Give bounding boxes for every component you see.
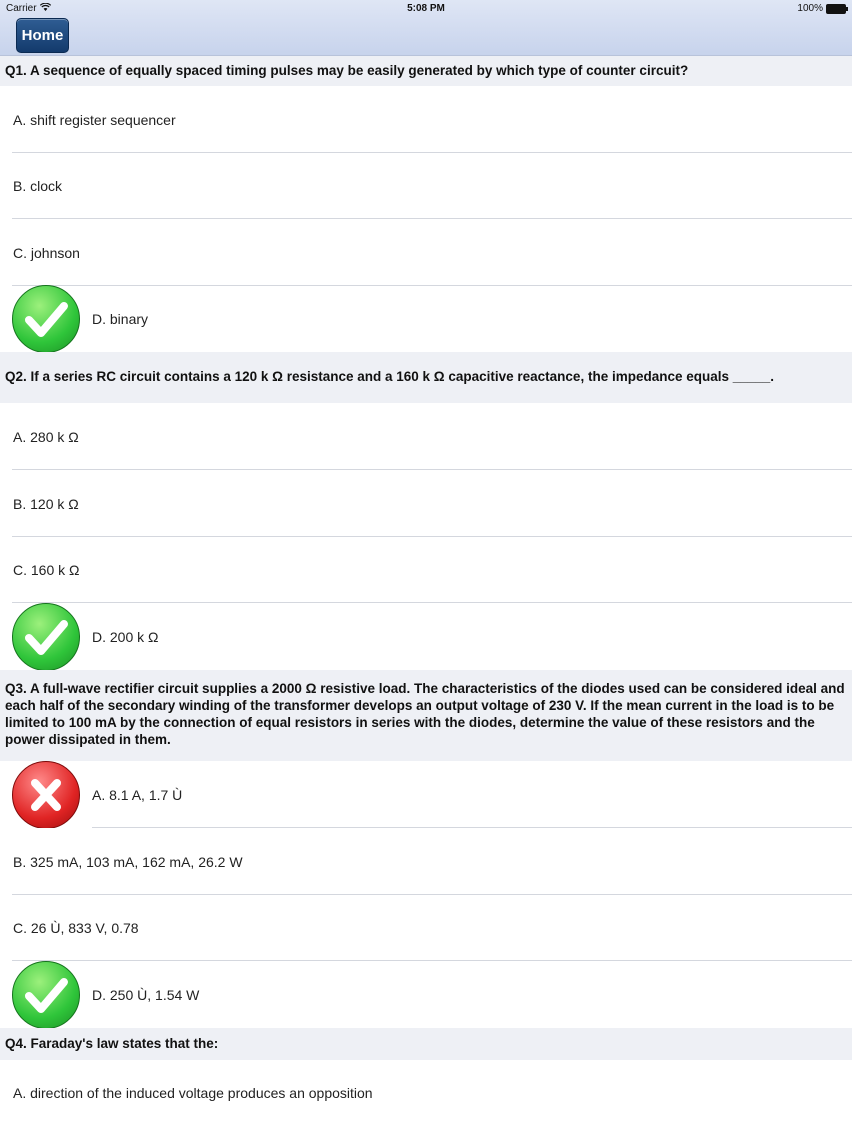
question-header [0,56,852,86]
answer-label: B. 325 mA, 103 mA, 162 mA, 26.2 W [13,853,243,870]
answer-label: A. 280 k Ω [13,428,79,445]
answer-label: D. binary [92,311,149,327]
answer-option-correct[interactable] [0,603,852,670]
answer-option-correct[interactable] [0,286,852,352]
battery-indicator [797,3,846,14]
answer-label: B. clock [13,178,63,194]
answer-label: C. 160 k Ω [13,562,80,578]
answer-label: C. johnson [13,244,80,261]
carrier-label: Carrier [6,3,37,14]
question-text: Q4. Faraday's law states that the: [5,1036,219,1051]
cross-icon [12,761,80,829]
answer-option[interactable] [0,470,852,537]
battery-label: 100% [797,3,823,14]
question-header [0,1028,852,1060]
answer-option-wrong[interactable] [0,761,852,828]
question-header [0,670,852,761]
home-button[interactable]: Home [16,18,69,53]
answer-label: C. 26 Ù, 833 V, 0.78 [13,920,139,936]
battery-icon [826,4,846,14]
answer-option[interactable] [0,828,852,895]
answer-option[interactable] [0,153,852,219]
answer-label: D. 250 Ù, 1.54 W [92,986,200,1003]
checkmark-icon [12,603,80,671]
answer-label: D. 200 k Ω [92,628,159,645]
question-text: Q1. A sequence of equally spaced timing pulses may be easily generated by which type of counter circuit? [5,63,689,78]
answer-option[interactable] [0,403,852,470]
checkmark-icon [12,961,80,1029]
answer-label: A. direction of the induced voltage produces an opposition [13,1085,373,1101]
answer-option-correct[interactable] [0,961,852,1028]
status-time: 5:08 PM [407,3,445,14]
question-text: Q2. If a series RC circuit contains a 120 k Ω resistance and a 160 k Ω capacitive reactance, the impedance equals _____. [5,369,775,384]
status-bar [0,0,852,18]
answer-label: A. shift register sequencer [13,111,176,128]
answer-label: A. 8.1 A, 1.7 Ù [92,786,183,803]
answer-option[interactable] [0,219,852,286]
question-header [0,352,852,403]
answer-option[interactable] [0,895,852,961]
answer-option[interactable] [0,1060,852,1126]
answer-label: B. 120 k Ω [13,495,79,512]
answer-option[interactable] [0,537,852,603]
checkmark-icon [12,285,80,353]
question-text: Q3. A full-wave rectifier circuit supplies a 2000 Ω resistive load. The characteristics of the diodes used can be considered ideal and each half of the secondary winding of the transformer develops an output voltage of 230 V. If the mean current in the load is to be limited to 100 mA by the connection of equal resistors in series with the diodes, determine the value of these resistors and the power dissipated in them. [5,681,845,747]
answer-option[interactable] [0,86,852,153]
